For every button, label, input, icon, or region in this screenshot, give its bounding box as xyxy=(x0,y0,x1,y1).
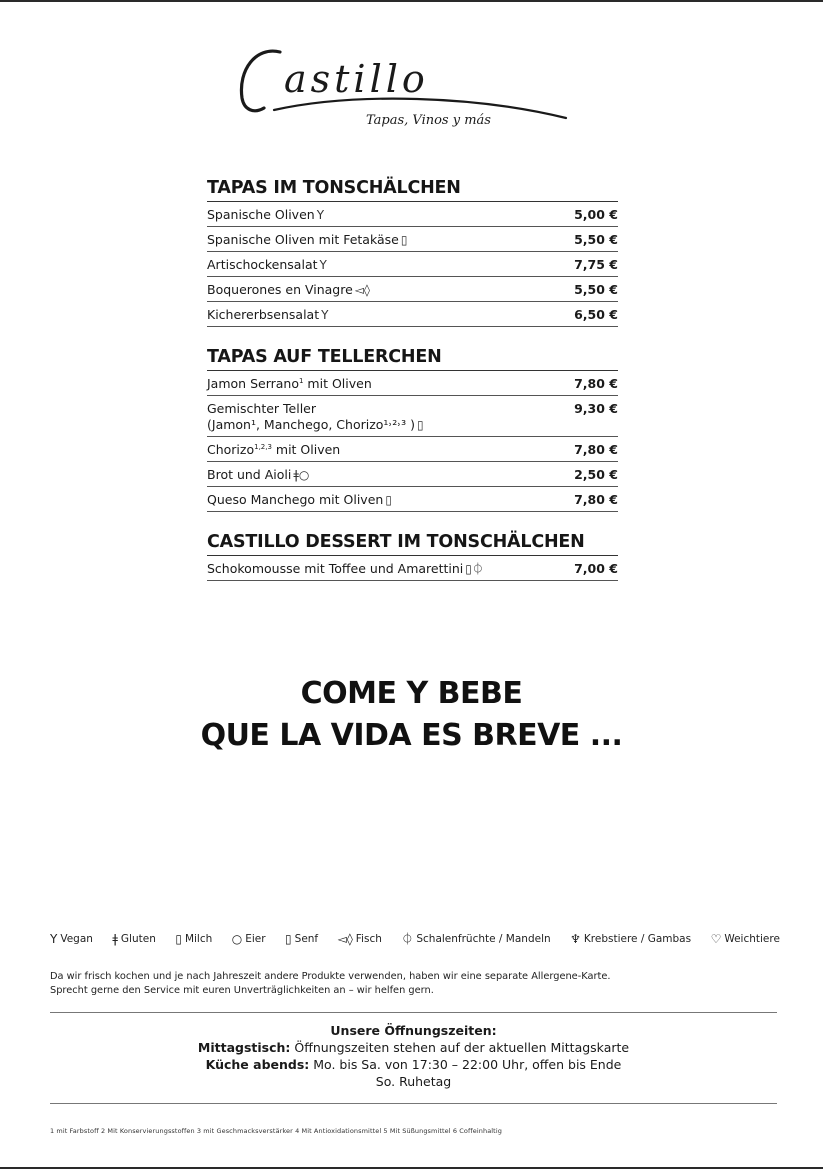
menu-item-name xyxy=(207,561,558,577)
menu-item-price: 5,00 € xyxy=(574,207,618,222)
rest-day: So. Ruhetag xyxy=(375,1074,452,1089)
menu-item xyxy=(207,437,618,462)
allergen-legend xyxy=(50,930,780,947)
item-name-text: Schokomousse mit Toffee und Amarettini xyxy=(207,561,464,576)
menu-item-name xyxy=(207,257,558,273)
additive-superscript: 1,2,3 xyxy=(254,442,272,451)
nut-icon: ⏀ xyxy=(401,932,414,946)
menu-item xyxy=(207,371,618,396)
item-name-text: Chorizo xyxy=(207,442,255,457)
svg-text:astillo: astillo xyxy=(284,57,429,101)
menu-item-name xyxy=(207,307,558,323)
allergen-icon: ▯ xyxy=(417,418,424,432)
shrimp-icon: ♆ xyxy=(570,931,581,946)
mollusc-icon: ♡ xyxy=(710,931,722,946)
lunch-text: Öffnungszeiten stehen auf der aktuellen Mittagskarte xyxy=(290,1040,630,1055)
menu-item-price: 5,50 € xyxy=(574,232,618,247)
menu-section xyxy=(207,532,618,581)
menu-item xyxy=(207,462,618,487)
item-name-line-2 xyxy=(207,417,558,433)
divider xyxy=(50,1103,777,1104)
item-name-text: Jamon Serrano xyxy=(207,376,299,391)
legend-label: Eier xyxy=(245,932,266,945)
menu-item-price: 7,75 € xyxy=(574,257,618,272)
egg-icon: ○ xyxy=(231,931,243,946)
legend-item xyxy=(50,930,93,947)
item-name-line-2-text: (Jamon¹, Manchego, Chorizo¹˒²˒³ ) xyxy=(207,417,415,432)
item-name-text: Gemischter Teller xyxy=(207,401,317,416)
item-name-text: Spanische Oliven xyxy=(207,207,315,222)
menu-item-name xyxy=(207,401,558,433)
legend-item xyxy=(285,930,318,947)
menu-item-name xyxy=(207,442,558,458)
milk-icon: ▯ xyxy=(175,931,182,946)
allergen-note-line-2: Sprecht gerne den Service mit euren Unverträglichkeiten an – wir helfen gern. xyxy=(50,985,434,996)
legend-label: Vegan xyxy=(60,932,93,945)
allergen-icon: ▯⏀ xyxy=(465,562,484,576)
menu-item xyxy=(207,227,618,252)
menu-item-price: 7,80 € xyxy=(574,492,618,507)
allergen-icon: Y xyxy=(316,208,325,222)
item-name-text: Brot und Aioli xyxy=(207,467,292,482)
legend-label: Senf xyxy=(294,932,319,945)
slogan-line-1: COME Y BEBE xyxy=(300,676,523,711)
item-name-text: Kichererbsensalat xyxy=(207,307,320,322)
item-name-suffix: mit Oliven xyxy=(271,442,341,457)
menu-item-price: 7,80 € xyxy=(574,442,618,457)
opening-hours xyxy=(150,1022,677,1090)
gluten-icon: ǂ xyxy=(112,931,118,946)
menu-item-price: 6,50 € xyxy=(574,307,618,322)
legend-label: Krebstiere / Gambas xyxy=(583,932,692,945)
legend-label: Milch xyxy=(184,932,213,945)
menu-section xyxy=(207,178,618,327)
allergen-icon: ▯ xyxy=(385,493,392,507)
logo-artwork xyxy=(236,40,576,135)
menu-card xyxy=(207,178,618,601)
allergen-icon: ǂ○ xyxy=(293,468,310,482)
menu-section xyxy=(207,347,618,512)
allergen-icon: Y xyxy=(319,258,327,272)
legend-label: Fisch xyxy=(355,932,382,945)
menu-item xyxy=(207,302,618,327)
mustard-icon: ▯ xyxy=(285,931,292,946)
section-title: CASTILLO DESSERT IM TONSCHÄLCHEN xyxy=(207,532,618,556)
menu-item-name xyxy=(207,282,558,298)
bottom-border xyxy=(0,1167,823,1169)
allergen-icon: ◅◊ xyxy=(354,283,370,297)
svg-text:Tapas, Vinos y más: Tapas, Vinos y más xyxy=(366,113,491,128)
section-title: TAPAS AUF TELLERCHEN xyxy=(207,347,618,371)
item-name-text: Spanische Oliven mit Fetakäse xyxy=(207,232,399,247)
section-title: TAPAS IM TONSCHÄLCHEN xyxy=(207,178,618,202)
allergen-note-line-1: Da wir frisch kochen und je nach Jahreszeit andere Produkte verwenden, haben wir eine separate Allergene-Karte. xyxy=(50,971,611,982)
menu-item xyxy=(207,202,618,227)
menu-item-price: 7,80 € xyxy=(574,376,618,391)
castillo-logo xyxy=(236,40,576,135)
menu-item-price: 2,50 € xyxy=(574,467,618,482)
additive-superscript: 1 xyxy=(298,376,304,385)
menu-item-name xyxy=(207,207,558,223)
legend-label: Weichtiere xyxy=(724,932,780,945)
legend-item xyxy=(711,930,780,947)
allergen-note xyxy=(50,970,770,998)
legend-label: Gluten xyxy=(120,932,156,945)
legend-item xyxy=(338,930,382,947)
legend-item xyxy=(570,930,691,947)
menu-item xyxy=(207,487,618,512)
menu-item xyxy=(207,396,618,437)
menu-item-price: 5,50 € xyxy=(574,282,618,297)
fish-icon: ◅◊ xyxy=(337,931,353,946)
item-name-text: Boquerones en Vinagre xyxy=(207,282,353,297)
item-name-suffix: mit Oliven xyxy=(303,376,372,391)
legend-item xyxy=(175,930,212,947)
allergen-icon: ▯ xyxy=(400,233,408,247)
legend-item xyxy=(112,930,155,947)
item-name-text: Queso Manchego mit Oliven xyxy=(207,492,384,507)
menu-item xyxy=(207,556,618,581)
evening-text: Mo. bis Sa. von 17:30 – 22:00 Uhr, offen bis Ende xyxy=(309,1057,622,1072)
menu-item-name xyxy=(207,232,558,248)
hours-title: Unsere Öffnungszeiten: xyxy=(330,1023,497,1038)
menu-item-price: 9,30 € xyxy=(574,401,618,416)
allergen-icon: Y xyxy=(321,308,329,322)
menu-item-name xyxy=(207,376,558,392)
menu-item xyxy=(207,252,618,277)
divider xyxy=(50,1012,777,1013)
evening-label: Küche abends: xyxy=(205,1057,310,1072)
menu-item xyxy=(207,277,618,302)
additive-footnotes: 1 mit Farbstoff 2 Mit Konservierungsstoffen 3 mit Geschmacksverstärker 4 Mit Antioxidationsmittel 5 Mit Süßungsmittel 6 Coffeinhaltig xyxy=(50,1127,502,1135)
top-border xyxy=(0,0,823,2)
vegan-icon: Y xyxy=(50,931,58,946)
slogan-line-2: QUE LA VIDA ES BREVE ... xyxy=(200,718,623,753)
menu-item-name xyxy=(207,467,558,483)
lunch-label: Mittagstisch: xyxy=(197,1040,291,1055)
item-name-text: Artischockensalat xyxy=(207,257,318,272)
legend-item xyxy=(232,930,266,947)
legend-label: Schalenfrüchte / Mandeln xyxy=(416,932,551,945)
menu-item-name xyxy=(207,492,558,508)
legend-item xyxy=(401,930,550,947)
menu-item-price: 7,00 € xyxy=(574,561,618,576)
